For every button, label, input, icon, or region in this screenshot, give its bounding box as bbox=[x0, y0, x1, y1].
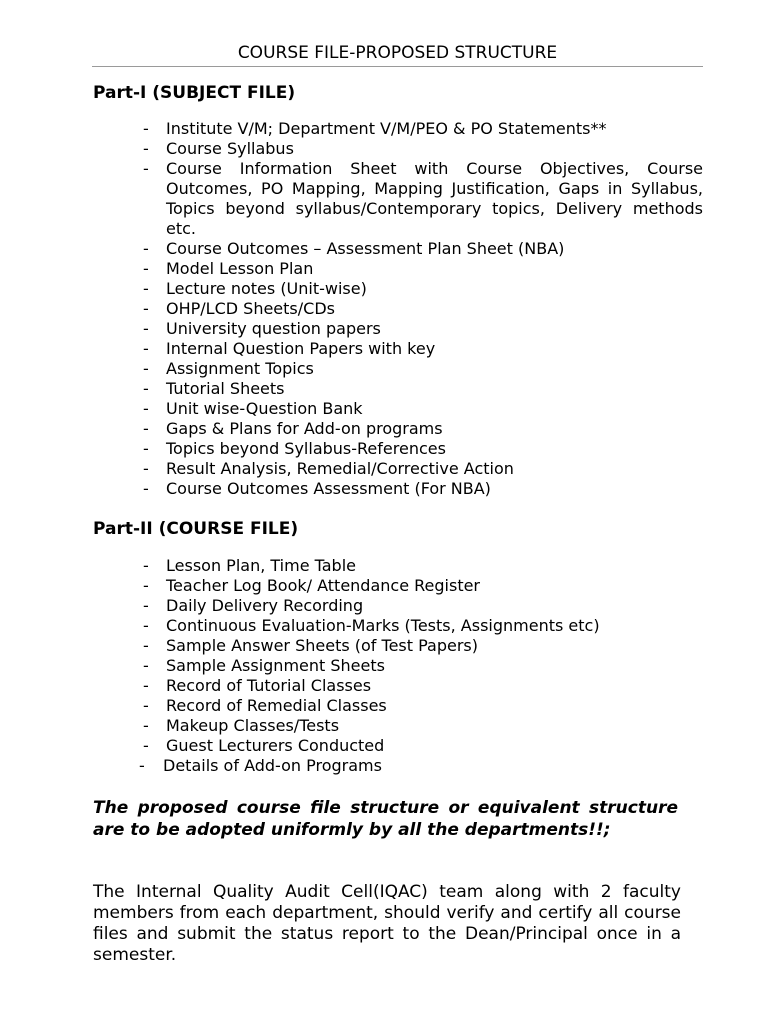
list-item bbox=[0, 756, 700, 776]
list-item-text: Sample Answer Sheets (of Test Papers) bbox=[166, 636, 479, 655]
bullet-dash: - bbox=[143, 696, 149, 715]
bullet-dash: - bbox=[143, 596, 149, 615]
list-item bbox=[0, 439, 703, 459]
list-item-text: Guest Lecturers Conducted bbox=[166, 736, 385, 755]
list-item bbox=[0, 459, 703, 479]
bullet-dash: - bbox=[143, 339, 149, 358]
list-item-text: Topics beyond Syllabus-References bbox=[166, 439, 446, 458]
bullet-dash: - bbox=[143, 239, 149, 258]
list-item bbox=[0, 636, 703, 656]
bullet-dash: - bbox=[143, 259, 149, 278]
list-item bbox=[0, 119, 703, 139]
list-item-text: Record of Tutorial Classes bbox=[166, 676, 372, 695]
list-item bbox=[0, 299, 703, 319]
bullet-dash: - bbox=[143, 319, 149, 338]
list-item-text: Lesson Plan, Time Table bbox=[166, 556, 356, 575]
list-item-text: Assignment Topics bbox=[166, 359, 314, 378]
adoption-note: The proposed course file structure or equivalent structure are to be adopted uniformly by all the departments!!; bbox=[93, 798, 678, 840]
part1-list bbox=[0, 119, 703, 499]
part1-heading: Part-I (SUBJECT FILE) bbox=[93, 83, 296, 103]
list-item bbox=[0, 239, 703, 259]
list-item bbox=[0, 656, 703, 676]
bullet-dash: - bbox=[143, 576, 149, 595]
list-item-text: Course Outcomes Assessment (For NBA) bbox=[166, 479, 491, 498]
list-item bbox=[0, 359, 703, 379]
bullet-dash: - bbox=[143, 736, 149, 755]
list-item bbox=[0, 616, 703, 636]
bullet-dash: - bbox=[143, 359, 149, 378]
list-item bbox=[0, 556, 703, 576]
list-item bbox=[0, 419, 703, 439]
bullet-dash: - bbox=[143, 656, 149, 675]
list-item-text: Record of Remedial Classes bbox=[166, 696, 387, 715]
list-item-text: Makeup Classes/Tests bbox=[166, 716, 340, 735]
list-item-text: Lecture notes (Unit-wise) bbox=[166, 279, 367, 298]
list-item-text: Model Lesson Plan bbox=[166, 259, 314, 278]
list-item bbox=[0, 696, 703, 716]
list-item bbox=[0, 716, 703, 736]
iqac-paragraph: The Internal Quality Audit Cell(IQAC) team along with 2 faculty members from each department, should verify and certify all course files and submit the status report to the Dean/Principal once in a semester. bbox=[93, 882, 681, 965]
list-item-text: Course Syllabus bbox=[166, 139, 294, 158]
bullet-dash: - bbox=[143, 279, 149, 298]
list-item-text: Course Information Sheet with Course Objectives, Course Outcomes, PO Mapping, Mapping Justification, Gaps in Syllabus, Topics beyond syllabus/Contemporary topics, Delivery methods etc. bbox=[166, 159, 703, 238]
list-item bbox=[0, 576, 703, 596]
list-item bbox=[0, 676, 703, 696]
list-item bbox=[0, 736, 703, 756]
list-item-text: Institute V/M; Department V/M/PEO & PO Statements** bbox=[166, 119, 607, 138]
list-item-text: Unit wise-Question Bank bbox=[166, 399, 363, 418]
list-item bbox=[0, 399, 703, 419]
part2-heading: Part-II (COURSE FILE) bbox=[93, 519, 299, 539]
list-item-text: Course Outcomes – Assessment Plan Sheet (NBA) bbox=[166, 239, 565, 258]
list-item bbox=[0, 596, 703, 616]
list-item-text: Continuous Evaluation-Marks (Tests, Assignments etc) bbox=[166, 616, 600, 635]
document-title: COURSE FILE-PROPOSED STRUCTURE bbox=[237, 43, 558, 63]
bullet-dash: - bbox=[143, 439, 149, 458]
bullet-dash: - bbox=[143, 636, 149, 655]
bullet-dash: - bbox=[143, 676, 149, 695]
bullet-dash: - bbox=[143, 556, 149, 575]
list-item-text: Tutorial Sheets bbox=[166, 379, 285, 398]
bullet-dash: - bbox=[143, 419, 149, 438]
list-item bbox=[0, 139, 703, 159]
bullet-dash: - bbox=[143, 379, 149, 398]
bullet-dash: - bbox=[143, 716, 149, 735]
list-item-text: University question papers bbox=[166, 319, 381, 338]
list-item-text: Teacher Log Book/ Attendance Register bbox=[166, 576, 481, 595]
list-item bbox=[0, 379, 703, 399]
bullet-dash: - bbox=[143, 159, 149, 178]
bullet-dash: - bbox=[143, 119, 149, 138]
bullet-dash: - bbox=[139, 756, 145, 775]
list-item-text: Details of Add-on Programs bbox=[163, 756, 382, 775]
list-item bbox=[0, 259, 703, 279]
list-item-text: Sample Assignment Sheets bbox=[166, 656, 385, 675]
list-item-text: Internal Question Papers with key bbox=[166, 339, 436, 358]
list-item bbox=[0, 159, 703, 239]
list-item-text: Daily Delivery Recording bbox=[166, 596, 364, 615]
bullet-dash: - bbox=[143, 459, 149, 478]
part2-list bbox=[0, 556, 703, 776]
bullet-dash: - bbox=[143, 616, 149, 635]
title-underline bbox=[92, 66, 703, 67]
bullet-dash: - bbox=[143, 479, 149, 498]
bullet-dash: - bbox=[143, 139, 149, 158]
bullet-dash: - bbox=[143, 399, 149, 418]
bullet-dash: - bbox=[143, 299, 149, 318]
list-item bbox=[0, 479, 703, 499]
list-item bbox=[0, 279, 703, 299]
list-item-text: OHP/LCD Sheets/CDs bbox=[166, 299, 335, 318]
list-item bbox=[0, 339, 703, 359]
list-item-text: Result Analysis, Remedial/Corrective Action bbox=[166, 459, 514, 478]
list-item bbox=[0, 319, 703, 339]
list-item-text: Gaps & Plans for Add-on programs bbox=[166, 419, 443, 438]
